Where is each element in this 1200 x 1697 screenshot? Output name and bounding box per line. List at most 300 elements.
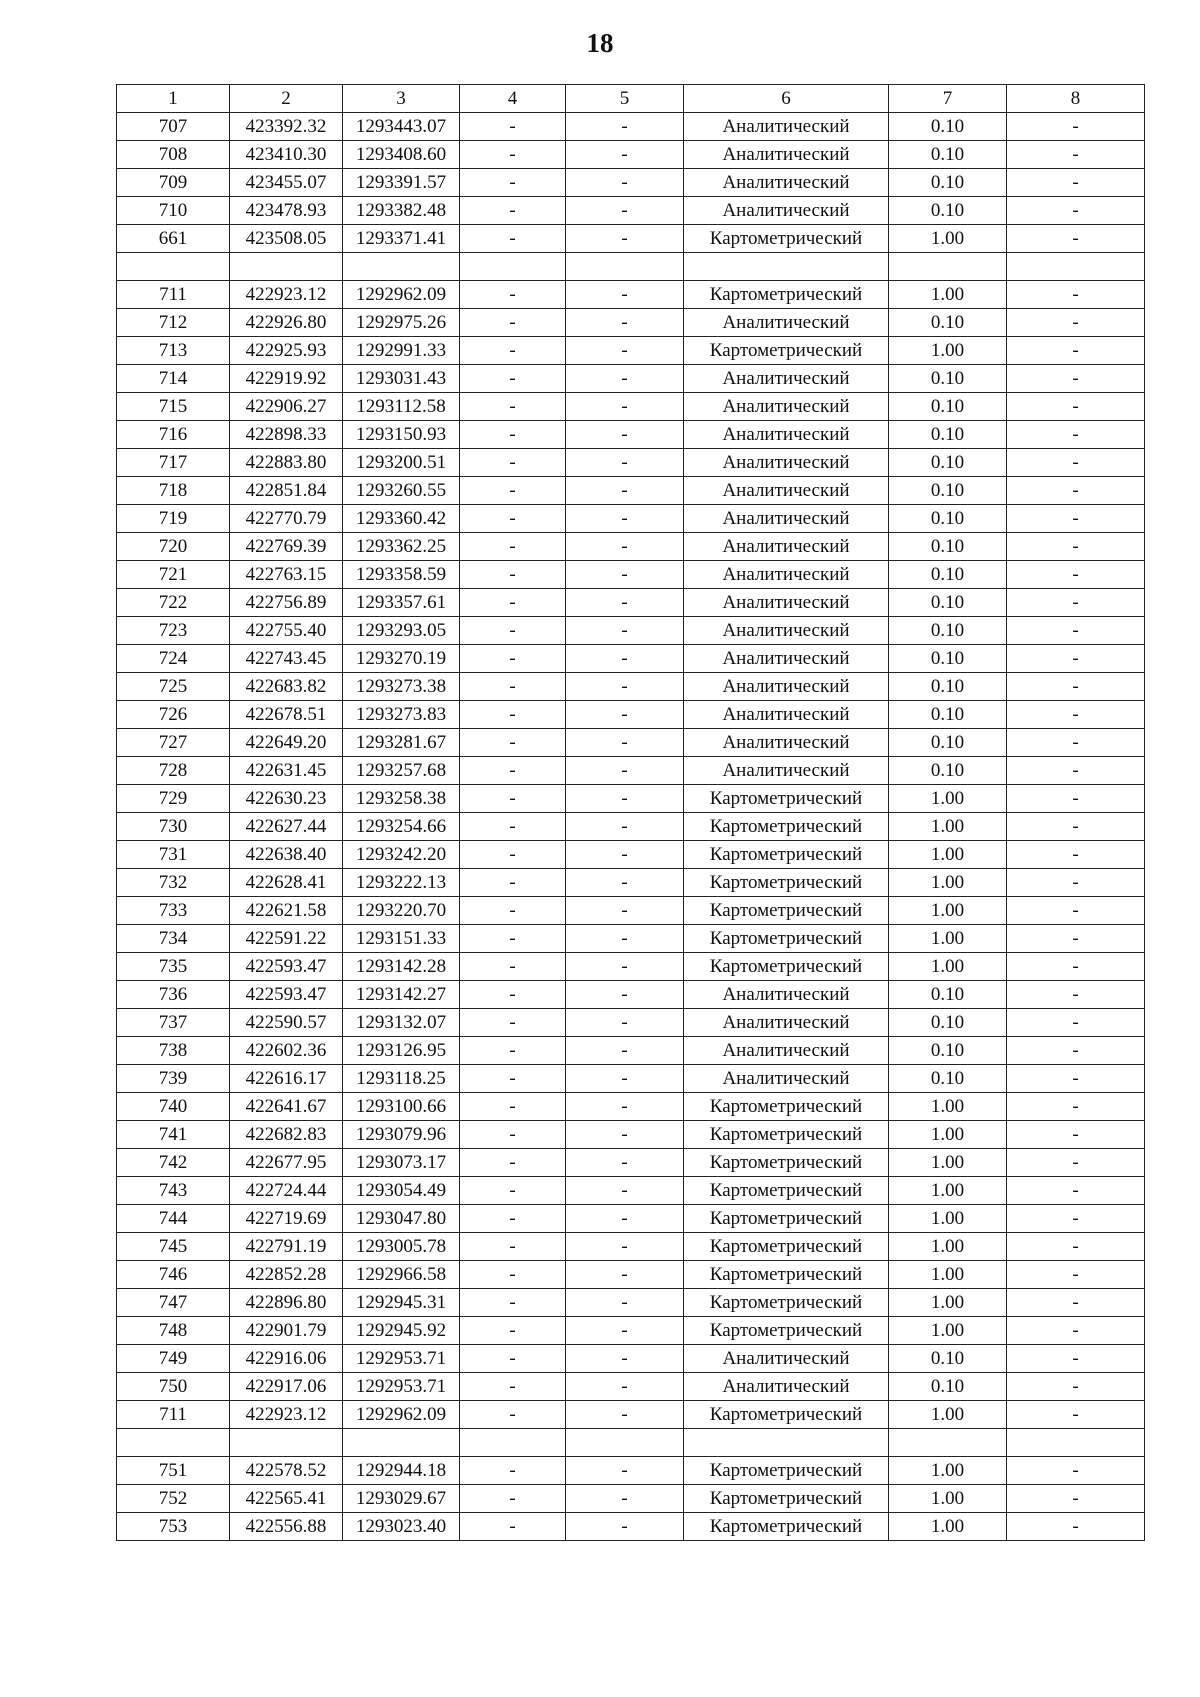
table-cell-col-8: -: [1007, 1009, 1145, 1037]
table-cell-col-5: -: [566, 813, 684, 841]
table-cell-point-number: 711: [117, 281, 230, 309]
table-cell-col-4: -: [460, 1401, 566, 1429]
table-row: [117, 589, 1145, 617]
table-cell-col-5: -: [566, 449, 684, 477]
table-cell-point-number: 747: [117, 1289, 230, 1317]
table-cell-accuracy: 1.00: [889, 841, 1007, 869]
table-cell-y-coordinate: 1293257.68: [343, 757, 460, 785]
table-cell-point-number: 709: [117, 169, 230, 197]
table-cell-x-coordinate: 422630.23: [230, 785, 343, 813]
table-cell-col-4: -: [460, 1009, 566, 1037]
table-cell-method: Аналитический: [684, 1345, 889, 1373]
table-cell-col-8: -: [1007, 897, 1145, 925]
table-cell-col-5: -: [566, 1065, 684, 1093]
table-cell-accuracy: 1.00: [889, 1317, 1007, 1345]
table-cell-x-coordinate: 422621.58: [230, 897, 343, 925]
table-cell-point-number: [117, 253, 230, 281]
table-cell-col-4: -: [460, 533, 566, 561]
table-cell-y-coordinate: [343, 1429, 460, 1457]
table-cell-col-5: -: [566, 925, 684, 953]
table-cell-col-4: -: [460, 1121, 566, 1149]
table-cell-col-5: -: [566, 589, 684, 617]
table-cell-x-coordinate: 422631.45: [230, 757, 343, 785]
table-cell-col-4: -: [460, 589, 566, 617]
table-row: [117, 337, 1145, 365]
table-cell-accuracy: 0.10: [889, 365, 1007, 393]
table-cell-accuracy: 0.10: [889, 645, 1007, 673]
table-cell-col-5: -: [566, 225, 684, 253]
table-cell-x-coordinate: 423455.07: [230, 169, 343, 197]
table-cell-point-number: 719: [117, 505, 230, 533]
table-cell-point-number: 744: [117, 1205, 230, 1233]
table-cell-col-5: -: [566, 477, 684, 505]
table-cell-x-coordinate: 422678.51: [230, 701, 343, 729]
table-cell-x-coordinate: 422906.27: [230, 393, 343, 421]
table-cell-point-number: 751: [117, 1457, 230, 1485]
table-cell-y-coordinate: 1293142.28: [343, 953, 460, 981]
table-cell-point-number: 721: [117, 561, 230, 589]
table-cell-y-coordinate: 1293273.38: [343, 673, 460, 701]
table-cell-method: Аналитический: [684, 449, 889, 477]
table-row: [117, 897, 1145, 925]
table-cell-y-coordinate: 1292953.71: [343, 1345, 460, 1373]
table-cell-col-4: -: [460, 673, 566, 701]
column-header: 8: [1007, 85, 1145, 113]
table-cell-col-4: [460, 1429, 566, 1457]
table-row: [117, 1485, 1145, 1513]
table-cell-point-number: 722: [117, 589, 230, 617]
column-header: 7: [889, 85, 1007, 113]
column-header: 2: [230, 85, 343, 113]
table-cell-col-8: -: [1007, 1205, 1145, 1233]
table-cell-col-4: -: [460, 1093, 566, 1121]
table-cell-accuracy: 0.10: [889, 309, 1007, 337]
table-cell-col-4: -: [460, 1149, 566, 1177]
table-cell-col-5: -: [566, 1513, 684, 1541]
table-cell-point-number: 733: [117, 897, 230, 925]
table-cell-col-8: -: [1007, 169, 1145, 197]
table-cell-col-8: -: [1007, 365, 1145, 393]
table-row: [117, 1317, 1145, 1345]
table-cell-col-4: -: [460, 1205, 566, 1233]
table-cell-col-5: [566, 1429, 684, 1457]
table-cell-col-8: -: [1007, 1037, 1145, 1065]
table-row: [117, 1513, 1145, 1541]
table-cell-y-coordinate: 1293031.43: [343, 365, 460, 393]
table-cell-point-number: 714: [117, 365, 230, 393]
table-cell-col-5: -: [566, 169, 684, 197]
table-cell-col-8: -: [1007, 1373, 1145, 1401]
table-cell-accuracy: 0.10: [889, 673, 1007, 701]
table-row: [117, 1345, 1145, 1373]
table-cell-col-5: -: [566, 505, 684, 533]
table-cell-accuracy: 1.00: [889, 1457, 1007, 1485]
table-cell-col-8: -: [1007, 841, 1145, 869]
table-row: [117, 1177, 1145, 1205]
table-cell-col-8: -: [1007, 1513, 1145, 1541]
table-cell-accuracy: 0.10: [889, 141, 1007, 169]
table-cell-col-8: -: [1007, 477, 1145, 505]
table-cell-col-5: -: [566, 1485, 684, 1513]
table-cell-col-5: -: [566, 897, 684, 925]
table-cell-col-5: -: [566, 561, 684, 589]
table-cell-x-coordinate: 422896.80: [230, 1289, 343, 1317]
table-cell-col-4: -: [460, 925, 566, 953]
table-cell-method: Картометрический: [684, 1485, 889, 1513]
table-cell-x-coordinate: 422627.44: [230, 813, 343, 841]
table-cell-method: Картометрический: [684, 1177, 889, 1205]
table-cell-y-coordinate: 1293242.20: [343, 841, 460, 869]
table-cell-col-8: -: [1007, 757, 1145, 785]
table-cell-x-coordinate: 422591.22: [230, 925, 343, 953]
table-cell-method: Аналитический: [684, 365, 889, 393]
table-cell-x-coordinate: 423478.93: [230, 197, 343, 225]
table-row: [117, 281, 1145, 309]
table-cell-x-coordinate: 422925.93: [230, 337, 343, 365]
table-cell-col-5: -: [566, 1233, 684, 1261]
table-cell-point-number: 661: [117, 225, 230, 253]
table-cell-col-4: -: [460, 757, 566, 785]
column-header: 6: [684, 85, 889, 113]
table-cell-accuracy: 1.00: [889, 337, 1007, 365]
table-cell-method: Аналитический: [684, 505, 889, 533]
table-cell-method: Аналитический: [684, 309, 889, 337]
table-cell-x-coordinate: 422641.67: [230, 1093, 343, 1121]
table-cell-x-coordinate: 422593.47: [230, 981, 343, 1009]
table-cell-col-5: -: [566, 645, 684, 673]
table-cell-accuracy: 0.10: [889, 421, 1007, 449]
table-cell-method: Аналитический: [684, 729, 889, 757]
table-cell-x-coordinate: 422616.17: [230, 1065, 343, 1093]
table-cell-col-8: -: [1007, 113, 1145, 141]
table-cell-y-coordinate: 1293126.95: [343, 1037, 460, 1065]
table-cell-col-5: -: [566, 1373, 684, 1401]
table-cell-col-4: -: [460, 477, 566, 505]
table-cell-x-coordinate: 422683.82: [230, 673, 343, 701]
table-row: [117, 813, 1145, 841]
table-cell-method: [684, 253, 889, 281]
table-cell-col-5: -: [566, 981, 684, 1009]
table-cell-y-coordinate: 1292944.18: [343, 1457, 460, 1485]
table-cell-accuracy: 0.10: [889, 617, 1007, 645]
table-cell-x-coordinate: 422901.79: [230, 1317, 343, 1345]
table-cell-accuracy: 1.00: [889, 1289, 1007, 1317]
table-cell-point-number: 728: [117, 757, 230, 785]
table-cell-point-number: 753: [117, 1513, 230, 1541]
table-cell-point-number: 708: [117, 141, 230, 169]
table-row: [117, 785, 1145, 813]
table-cell-accuracy: 1.00: [889, 1261, 1007, 1289]
table-cell-method: Картометрический: [684, 785, 889, 813]
table-cell-col-4: -: [460, 561, 566, 589]
table-cell-accuracy: 1.00: [889, 897, 1007, 925]
table-cell-col-5: -: [566, 1317, 684, 1345]
table-cell-method: Аналитический: [684, 561, 889, 589]
table-cell-col-4: -: [460, 169, 566, 197]
table-row: [117, 1373, 1145, 1401]
table-cell-col-5: -: [566, 1149, 684, 1177]
table-cell-point-number: 724: [117, 645, 230, 673]
table-cell-y-coordinate: 1293358.59: [343, 561, 460, 589]
table-cell-col-4: -: [460, 981, 566, 1009]
table-cell-point-number: 731: [117, 841, 230, 869]
table-cell-accuracy: 0.10: [889, 701, 1007, 729]
table-cell-point-number: 729: [117, 785, 230, 813]
table-row: [117, 477, 1145, 505]
table-cell-col-8: -: [1007, 1457, 1145, 1485]
table-cell-x-coordinate: 422649.20: [230, 729, 343, 757]
table-cell-y-coordinate: 1293151.33: [343, 925, 460, 953]
table-cell-col-8: -: [1007, 1289, 1145, 1317]
table-cell-col-5: -: [566, 393, 684, 421]
table-cell-col-8: -: [1007, 561, 1145, 589]
table-row: [117, 953, 1145, 981]
table-cell-col-4: -: [460, 1289, 566, 1317]
table-cell-col-5: -: [566, 1037, 684, 1065]
table-cell-col-8: -: [1007, 925, 1145, 953]
table-cell-point-number: 739: [117, 1065, 230, 1093]
table-cell-col-4: -: [460, 1065, 566, 1093]
table-cell-accuracy: 0.10: [889, 589, 1007, 617]
table-cell-col-5: -: [566, 1205, 684, 1233]
table-body: [117, 85, 1145, 1541]
table-cell-col-4: -: [460, 1177, 566, 1205]
table-cell-y-coordinate: 1293222.13: [343, 869, 460, 897]
table-row: [117, 1009, 1145, 1037]
table-cell-point-number: 712: [117, 309, 230, 337]
table-cell-col-4: -: [460, 421, 566, 449]
table-cell-col-5: -: [566, 337, 684, 365]
table-cell-col-8: -: [1007, 1233, 1145, 1261]
table-cell-y-coordinate: 1293112.58: [343, 393, 460, 421]
table-cell-y-coordinate: 1293023.40: [343, 1513, 460, 1541]
table-cell-accuracy: 1.00: [889, 813, 1007, 841]
table-cell-method: Картометрический: [684, 225, 889, 253]
table-cell-accuracy: 0.10: [889, 729, 1007, 757]
table-cell-col-5: -: [566, 673, 684, 701]
table-row: [117, 141, 1145, 169]
table-cell-col-8: -: [1007, 1401, 1145, 1429]
table-cell-accuracy: 1.00: [889, 1093, 1007, 1121]
table-row: [117, 561, 1145, 589]
table-cell-method: Картометрический: [684, 1205, 889, 1233]
table-row: [117, 533, 1145, 561]
table-row: [117, 729, 1145, 757]
table-row: [117, 1261, 1145, 1289]
table-cell-y-coordinate: 1292945.92: [343, 1317, 460, 1345]
table-cell-col-5: -: [566, 1009, 684, 1037]
table-cell-col-4: -: [460, 197, 566, 225]
table-cell-x-coordinate: 422926.80: [230, 309, 343, 337]
table-cell-y-coordinate: 1293281.67: [343, 729, 460, 757]
table-cell-method: Аналитический: [684, 533, 889, 561]
table-cell-col-4: -: [460, 1373, 566, 1401]
table-cell-x-coordinate: [230, 253, 343, 281]
table-cell-accuracy: 0.10: [889, 477, 1007, 505]
table-cell-col-4: -: [460, 365, 566, 393]
table-row: [117, 617, 1145, 645]
table-cell-col-4: -: [460, 869, 566, 897]
table-cell-point-number: 710: [117, 197, 230, 225]
table-cell-x-coordinate: 422898.33: [230, 421, 343, 449]
table-cell-col-5: -: [566, 785, 684, 813]
table-row: [117, 197, 1145, 225]
table-cell-accuracy: [889, 1429, 1007, 1457]
table-cell-col-5: -: [566, 1121, 684, 1149]
table-row: [117, 1065, 1145, 1093]
table-cell-col-4: -: [460, 841, 566, 869]
table-cell-method: Аналитический: [684, 673, 889, 701]
table-cell-method: Аналитический: [684, 589, 889, 617]
table-cell-y-coordinate: 1293029.67: [343, 1485, 460, 1513]
table-header-row: [117, 85, 1145, 113]
table-cell-col-5: -: [566, 365, 684, 393]
table-cell-x-coordinate: 422791.19: [230, 1233, 343, 1261]
table-cell-method: Картометрический: [684, 1261, 889, 1289]
table-cell-col-8: -: [1007, 645, 1145, 673]
table-cell-col-8: -: [1007, 953, 1145, 981]
table-cell-col-5: -: [566, 309, 684, 337]
table-cell-col-8: -: [1007, 617, 1145, 645]
table-cell-accuracy: 0.10: [889, 393, 1007, 421]
table-cell-col-4: -: [460, 1485, 566, 1513]
table-cell-accuracy: 0.10: [889, 1373, 1007, 1401]
table-cell-y-coordinate: 1293360.42: [343, 505, 460, 533]
table-cell-col-5: -: [566, 841, 684, 869]
table-row: [117, 1205, 1145, 1233]
table-cell-col-5: -: [566, 281, 684, 309]
table-cell-point-number: 745: [117, 1233, 230, 1261]
table-cell-col-5: -: [566, 1261, 684, 1289]
table-cell-x-coordinate: 422682.83: [230, 1121, 343, 1149]
table-cell-y-coordinate: 1293005.78: [343, 1233, 460, 1261]
table-cell-col-5: -: [566, 533, 684, 561]
table-cell-col-4: -: [460, 701, 566, 729]
table-cell-accuracy: 0.10: [889, 1037, 1007, 1065]
table-row: [117, 421, 1145, 449]
table-cell-point-number: 736: [117, 981, 230, 1009]
table-cell-col-8: -: [1007, 701, 1145, 729]
table-cell-y-coordinate: 1293079.96: [343, 1121, 460, 1149]
table-cell-point-number: 740: [117, 1093, 230, 1121]
table-cell-method: Картометрический: [684, 869, 889, 897]
table-cell-col-4: -: [460, 729, 566, 757]
table-cell-y-coordinate: 1293371.41: [343, 225, 460, 253]
table-row: [117, 981, 1145, 1009]
table-cell-accuracy: 1.00: [889, 225, 1007, 253]
table-row: [117, 841, 1145, 869]
table-cell-x-coordinate: [230, 1429, 343, 1457]
table-cell-col-4: -: [460, 1345, 566, 1373]
table-cell-accuracy: 1.00: [889, 1485, 1007, 1513]
table-cell-x-coordinate: 422578.52: [230, 1457, 343, 1485]
table-cell-col-5: -: [566, 757, 684, 785]
table-cell-accuracy: 1.00: [889, 925, 1007, 953]
table-cell-method: Аналитический: [684, 197, 889, 225]
table-cell-y-coordinate: 1293254.66: [343, 813, 460, 841]
table-cell-col-4: -: [460, 505, 566, 533]
table-cell-x-coordinate: 422602.36: [230, 1037, 343, 1065]
table-cell-col-8: [1007, 1429, 1145, 1457]
table-cell-col-5: -: [566, 617, 684, 645]
table-cell-accuracy: 1.00: [889, 869, 1007, 897]
table-cell-col-8: -: [1007, 1121, 1145, 1149]
table-cell-x-coordinate: 422919.92: [230, 365, 343, 393]
table-cell-y-coordinate: 1293220.70: [343, 897, 460, 925]
table-cell-col-4: -: [460, 113, 566, 141]
table-cell-col-5: -: [566, 1457, 684, 1485]
table-cell-col-8: -: [1007, 813, 1145, 841]
table-cell-point-number: 713: [117, 337, 230, 365]
table-cell-y-coordinate: 1293443.07: [343, 113, 460, 141]
table-cell-col-4: -: [460, 1233, 566, 1261]
table-cell-point-number: 748: [117, 1317, 230, 1345]
table-cell-y-coordinate: 1292953.71: [343, 1373, 460, 1401]
table-cell-point-number: 746: [117, 1261, 230, 1289]
table-cell-accuracy: 0.10: [889, 757, 1007, 785]
table-cell-y-coordinate: 1292945.31: [343, 1289, 460, 1317]
table-cell-col-4: -: [460, 141, 566, 169]
table-row: [117, 1093, 1145, 1121]
table-cell-y-coordinate: 1293293.05: [343, 617, 460, 645]
table-cell-col-8: -: [1007, 449, 1145, 477]
table-cell-method: Картометрический: [684, 1289, 889, 1317]
table-cell-point-number: 727: [117, 729, 230, 757]
table-cell-col-8: -: [1007, 225, 1145, 253]
table-cell-x-coordinate: 422763.15: [230, 561, 343, 589]
table-cell-y-coordinate: [343, 253, 460, 281]
table-cell-accuracy: 0.10: [889, 1009, 1007, 1037]
table-cell-col-8: -: [1007, 1485, 1145, 1513]
table-row: [117, 925, 1145, 953]
table-cell-col-8: -: [1007, 1261, 1145, 1289]
table-cell-col-8: -: [1007, 421, 1145, 449]
page-number: 18: [586, 28, 614, 58]
table-cell-method: Картометрический: [684, 925, 889, 953]
table-cell-accuracy: 1.00: [889, 1233, 1007, 1261]
table-cell-x-coordinate: 422565.41: [230, 1485, 343, 1513]
table-cell-x-coordinate: 422677.95: [230, 1149, 343, 1177]
table-cell-y-coordinate: 1293391.57: [343, 169, 460, 197]
table-cell-method: Картометрический: [684, 1121, 889, 1149]
column-header: 5: [566, 85, 684, 113]
table-cell-col-8: -: [1007, 785, 1145, 813]
table-cell-accuracy: 0.10: [889, 505, 1007, 533]
table-cell-accuracy: 0.10: [889, 449, 1007, 477]
table-cell-method: Картометрический: [684, 1457, 889, 1485]
table-cell-method: Аналитический: [684, 981, 889, 1009]
table-cell-accuracy: 1.00: [889, 953, 1007, 981]
table-row: [117, 673, 1145, 701]
table-cell-method: Картометрический: [684, 281, 889, 309]
table-row: [117, 1037, 1145, 1065]
table-cell-accuracy: 0.10: [889, 197, 1007, 225]
table-cell-x-coordinate: 423392.32: [230, 113, 343, 141]
coordinates-table: [116, 84, 1145, 1541]
table-cell-col-8: -: [1007, 309, 1145, 337]
table-cell-accuracy: 0.10: [889, 113, 1007, 141]
table-cell-point-number: 732: [117, 869, 230, 897]
table-row: [117, 365, 1145, 393]
table-cell-method: Аналитический: [684, 1065, 889, 1093]
table-row: [117, 169, 1145, 197]
table-cell-col-5: -: [566, 1177, 684, 1205]
table-cell-col-5: -: [566, 141, 684, 169]
table-cell-method: Аналитический: [684, 1373, 889, 1401]
table-cell-y-coordinate: 1293260.55: [343, 477, 460, 505]
table-cell-x-coordinate: 423508.05: [230, 225, 343, 253]
table-cell-col-4: -: [460, 897, 566, 925]
